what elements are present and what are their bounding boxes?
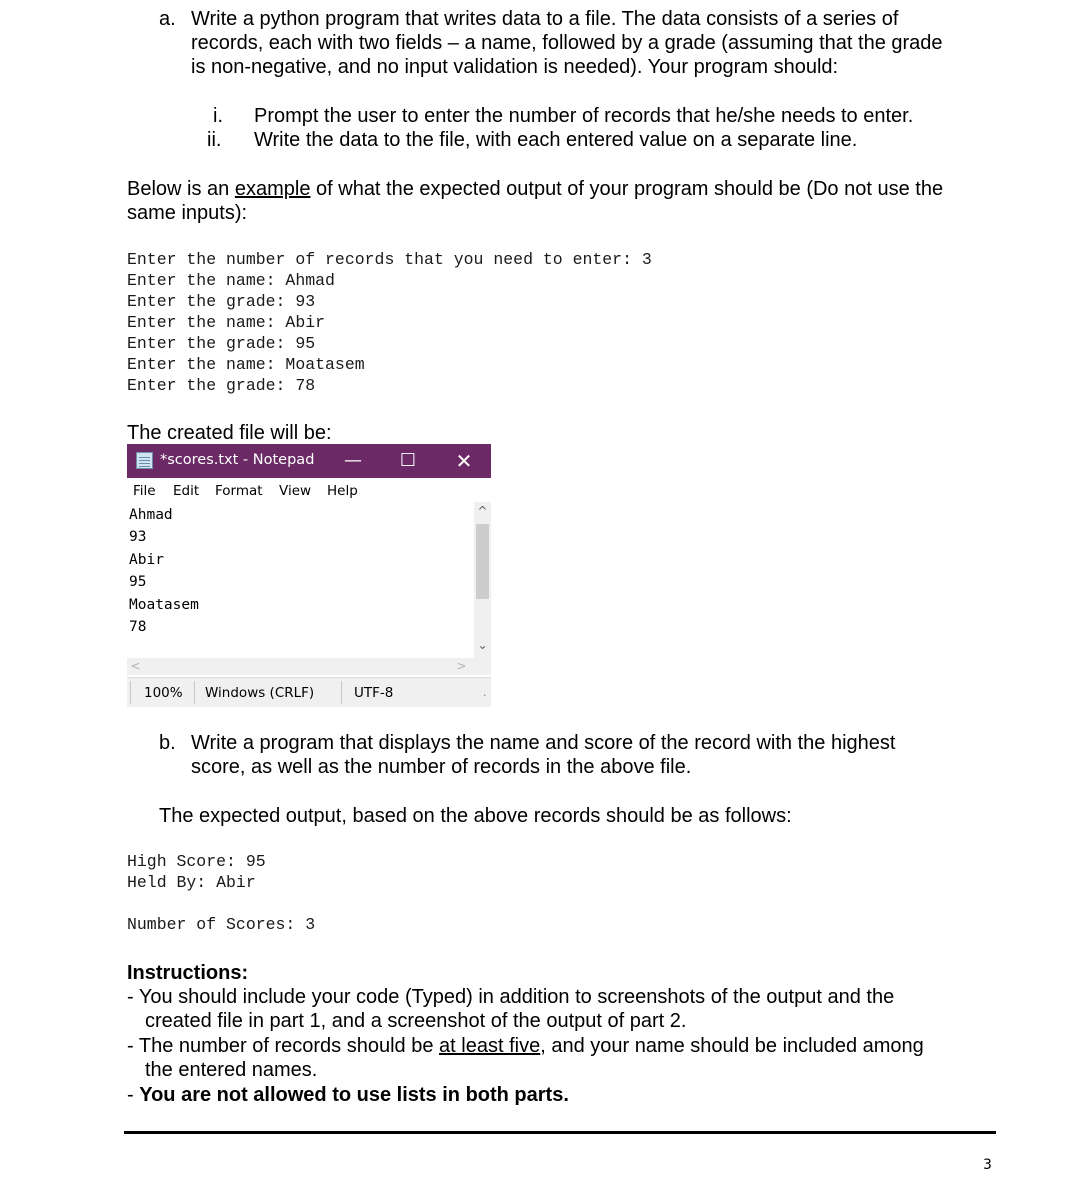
menu-help[interactable]: Help [327,483,358,499]
minimize-icon[interactable]: — [344,450,362,471]
file-line: Moatasem [129,596,199,613]
notepad-text-area[interactable] [129,504,469,638]
scroll-right-icon[interactable]: > [456,659,467,673]
example-word: example [234,178,311,200]
instructions-heading: Instructions: [127,962,249,984]
part-a-line-1: Write a python program that writes data to a file. The data consists of a series of [191,8,899,30]
status-line-ending: Windows (CRLF) [205,685,315,701]
menu-file[interactable]: File [133,483,156,499]
example-intro-before: Below is an [127,178,235,200]
instruction-3-dash: - [127,1084,140,1106]
console-output-b-count: Number of Scores: 3 [127,915,316,934]
instruction-2-line-1 [127,1034,924,1058]
instruction-3 [127,1083,569,1107]
instruction-1-line-2: created file in part 1, and a screenshot of the output of part 2. [145,1010,687,1032]
subitem-ii-text: Write the data to the file, with each entered value on a separate line. [254,129,858,151]
file-line: 78 [129,618,147,635]
console-line: Enter the name: Moatasem [127,355,365,374]
console-line: Enter the number of records that you need to enter: 3 [127,250,652,269]
console-output-b-held-by: Held By: Abir [127,873,256,892]
console-output-b-high-score: High Score: 95 [127,852,266,871]
console-line: Enter the name: Ahmad [127,271,335,290]
console-line: Enter the grade: 78 [127,376,316,395]
menu-format[interactable]: Format [215,483,263,499]
status-divider [130,681,131,704]
notepad-menu-bar [127,478,491,502]
part-a-line-2: records, each with two fields – a name, followed by a grade (assuming that the grade [191,32,943,54]
console-line: Enter the name: Abir [127,313,326,332]
menu-edit[interactable]: Edit [173,483,200,499]
notepad-window [127,444,491,706]
console-output-a [127,249,652,396]
file-line: Abir [129,551,164,568]
menu-view[interactable]: View [279,483,312,499]
part-a-marker: a. [159,8,176,30]
status-zoom: 100% [144,685,183,701]
horizontal-scrollbar[interactable] [127,658,491,675]
instruction-2-after: , and your name should be included among [540,1035,924,1057]
scroll-left-icon[interactable]: < [130,659,141,673]
instruction-1-line-1: - You should include your code (Typed) in addition to screenshots of the output and the [127,986,895,1008]
maximize-icon[interactable]: ☐ [399,450,417,471]
notepad-status-bar [127,677,491,707]
part-b-marker: b. [159,732,176,754]
vertical-scroll-thumb[interactable] [476,524,489,599]
expected-output-label: The expected output, based on the above records should be as follows: [159,805,792,827]
part-b-line-2: score, as well as the number of records in the above file. [191,756,692,778]
created-file-label: The created file will be: [127,422,332,444]
notepad-title-bar [127,444,491,478]
notepad-icon [136,452,153,469]
console-line: Enter the grade: 93 [127,292,316,311]
page-number: 3 [983,1157,992,1173]
subitem-i-text: Prompt the user to enter the number of records that he/she needs to enter. [254,105,914,127]
console-line: Enter the grade: 95 [127,334,316,353]
resize-grip-icon[interactable]: ⠠ [479,687,488,700]
subitem-i-marker: i. [213,105,223,127]
at-least-five: at least five [439,1035,541,1057]
close-icon[interactable]: ✕ [455,449,473,473]
instruction-2-line-2: the entered names. [145,1059,318,1081]
part-b-line-1: Write a program that displays the name and score of the record with the highest [191,732,896,754]
example-intro [127,177,943,201]
instruction-2-before: - The number of records should be [127,1035,440,1057]
scroll-down-icon[interactable]: ⌄ [477,638,488,652]
vertical-scrollbar[interactable] [474,502,491,658]
file-line: 95 [129,574,147,591]
status-divider [194,681,195,704]
footer-rule [124,1131,996,1134]
status-encoding: UTF-8 [354,685,394,701]
status-divider [341,681,342,704]
file-line: Ahmad [129,507,173,523]
example-intro-after: of what the expected output of your program should be (Do not use the [310,178,944,200]
file-line: 93 [129,529,147,546]
part-a-line-3: is non-negative, and no input validation is needed). Your program should: [191,56,839,78]
notepad-title: *scores.txt - Notepad [160,452,315,468]
example-intro-line-2: same inputs): [127,202,248,224]
instruction-3-bold: You are not allowed to use lists in both parts. [139,1084,569,1106]
subitem-ii-marker: ii. [207,129,222,151]
scroll-up-icon[interactable]: ^ [477,504,488,518]
